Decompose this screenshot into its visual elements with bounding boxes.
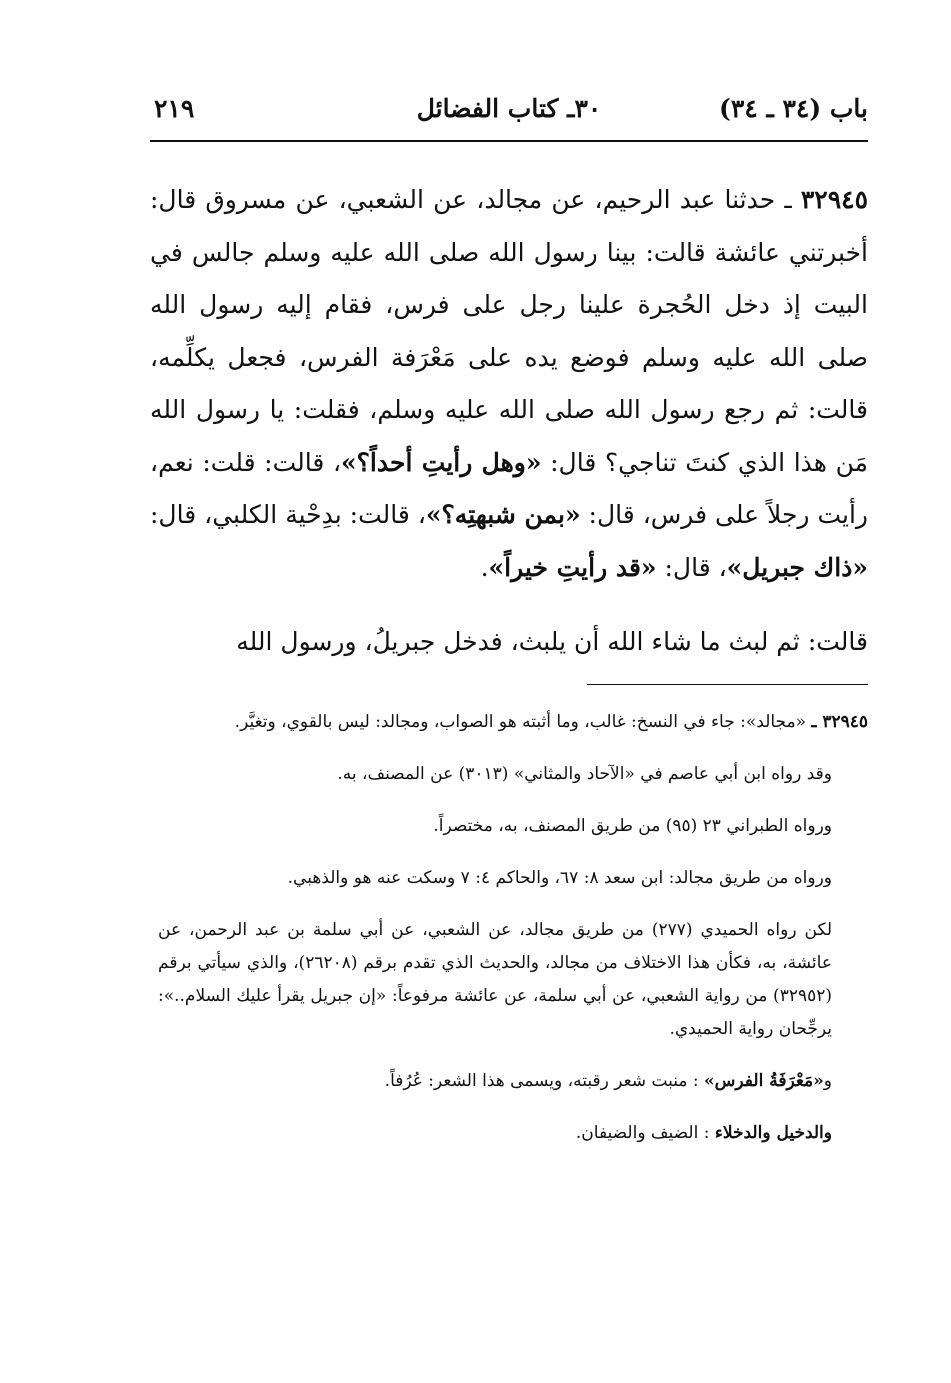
footnote-1-text: «مجالد»: جاء في النسخ: غالب، وما أثبته هو الصواب، ومجالد: ليس بالقوي، وتغيَّر. [234,712,812,732]
prophet-quote-4: «قد رأيتِ خيراً» [488,552,657,582]
book-title: ٣٠ـ كتاب الفضائل [416,94,602,123]
prophet-quote-3: «ذاك جبريل» [726,552,868,582]
main-text [150,174,868,669]
footnote-number: ٣٢٩٤٥ ـ [811,712,868,732]
hadith-text-4: ، قال: [656,552,727,582]
hadith-number: ٣٢٩٤٥ [800,185,868,214]
footnote-6-prefix: و [823,1071,832,1091]
footnote-6-text: : منبت شعر رقبته، ويسمى هذا الشعر: عُرُفاً. [384,1071,705,1091]
hadith-continuation: قالت: ثم لبث ما شاء الله أن يلبث، فدخل جبريلُ، ورسول الله [236,627,868,656]
hadith-text-2: ، قالت: قلت: نعم، رأيت رجلاً على فرس، قال: [150,447,868,529]
footnote-7 [158,1117,868,1150]
footnote-7-text: : الضيف والضيفان. [575,1123,715,1143]
footnote-3: ورواه الطبراني ٢٣ (٩٥) من طريق المصنف، به، مختصراً. [433,816,832,836]
chapter-heading: باب (٣٤ ـ ٣٤) [719,94,868,123]
footnote-6-term: «مَعْرَفَةُ الفرس» [704,1071,824,1091]
footnote-7-term: والدخيل والدخلاء [714,1123,832,1143]
hadith-paragraph [150,174,868,594]
page-number: ٢١٩ [154,94,195,123]
hadith-text-3: ، قالت: بدِحْية الكلبي، قال: [150,500,426,529]
hadith-text-5: . [480,552,489,582]
page-header [150,92,868,142]
footnote-divider [587,684,868,685]
footnote-6 [158,1065,868,1098]
hadith-separator: ـ [775,185,801,214]
footnote-2: وقد رواه ابن أبي عاصم في «الآحاد والمثاني» (٣٠١٣) عن المصنف، به. [337,764,832,784]
prophet-quote-2: «بمن شبهتِه؟» [425,500,581,529]
footnote-4: ورواه من طريق مجالد: ابن سعد ٨: ٦٧، والحاكم ٤: ٧ وسكت عنه هو والذهبي. [287,868,832,888]
footnote-5: لكن رواه الحميدي (٢٧٧) من طريق مجالد، عن الشعبي، عن أبي سلمة بن عبد الرحمن، عن عائشة، به، فكأن هذا الاختلاف من مجالد، والحديث الذي تقدم برقم (٢٦٢٠٨)، والذي سيأتي برقم (٣٢٩٥٢) من رواية الشعبي، عن أبي سلمة، عن عائشة مرفوعاً: «إن جبريل يقرأ عليك السلام..»: يرجِّحان رواية الحميدي. [158,920,833,1039]
hadith-text-1: حدثنا عبد الرحيم، عن مجالد، عن الشعبي، عن مسروق قال: أخبرتني عائشة قالت: بينا رسول الله صلى الله عليه وسلم جالس في البيت إذ دخل الحُجرة علينا رجل على فرس، فقام إليه رسول الله صلى الله عليه وسلم فوضع يده على مَعْرَفة الفرس، فجعل يكلِّمه، قالت: ثم رجع رسول الله صلى الله عليه وسلم، فقلت: يا رسول الله مَن هذا الذي كنتَ تناجي؟ قال: [150,185,869,477]
footnotes [158,706,868,1169]
footnote-1 [158,706,868,739]
prophet-quote-1: «وهل رأيتِ أحداً؟» [341,447,542,477]
